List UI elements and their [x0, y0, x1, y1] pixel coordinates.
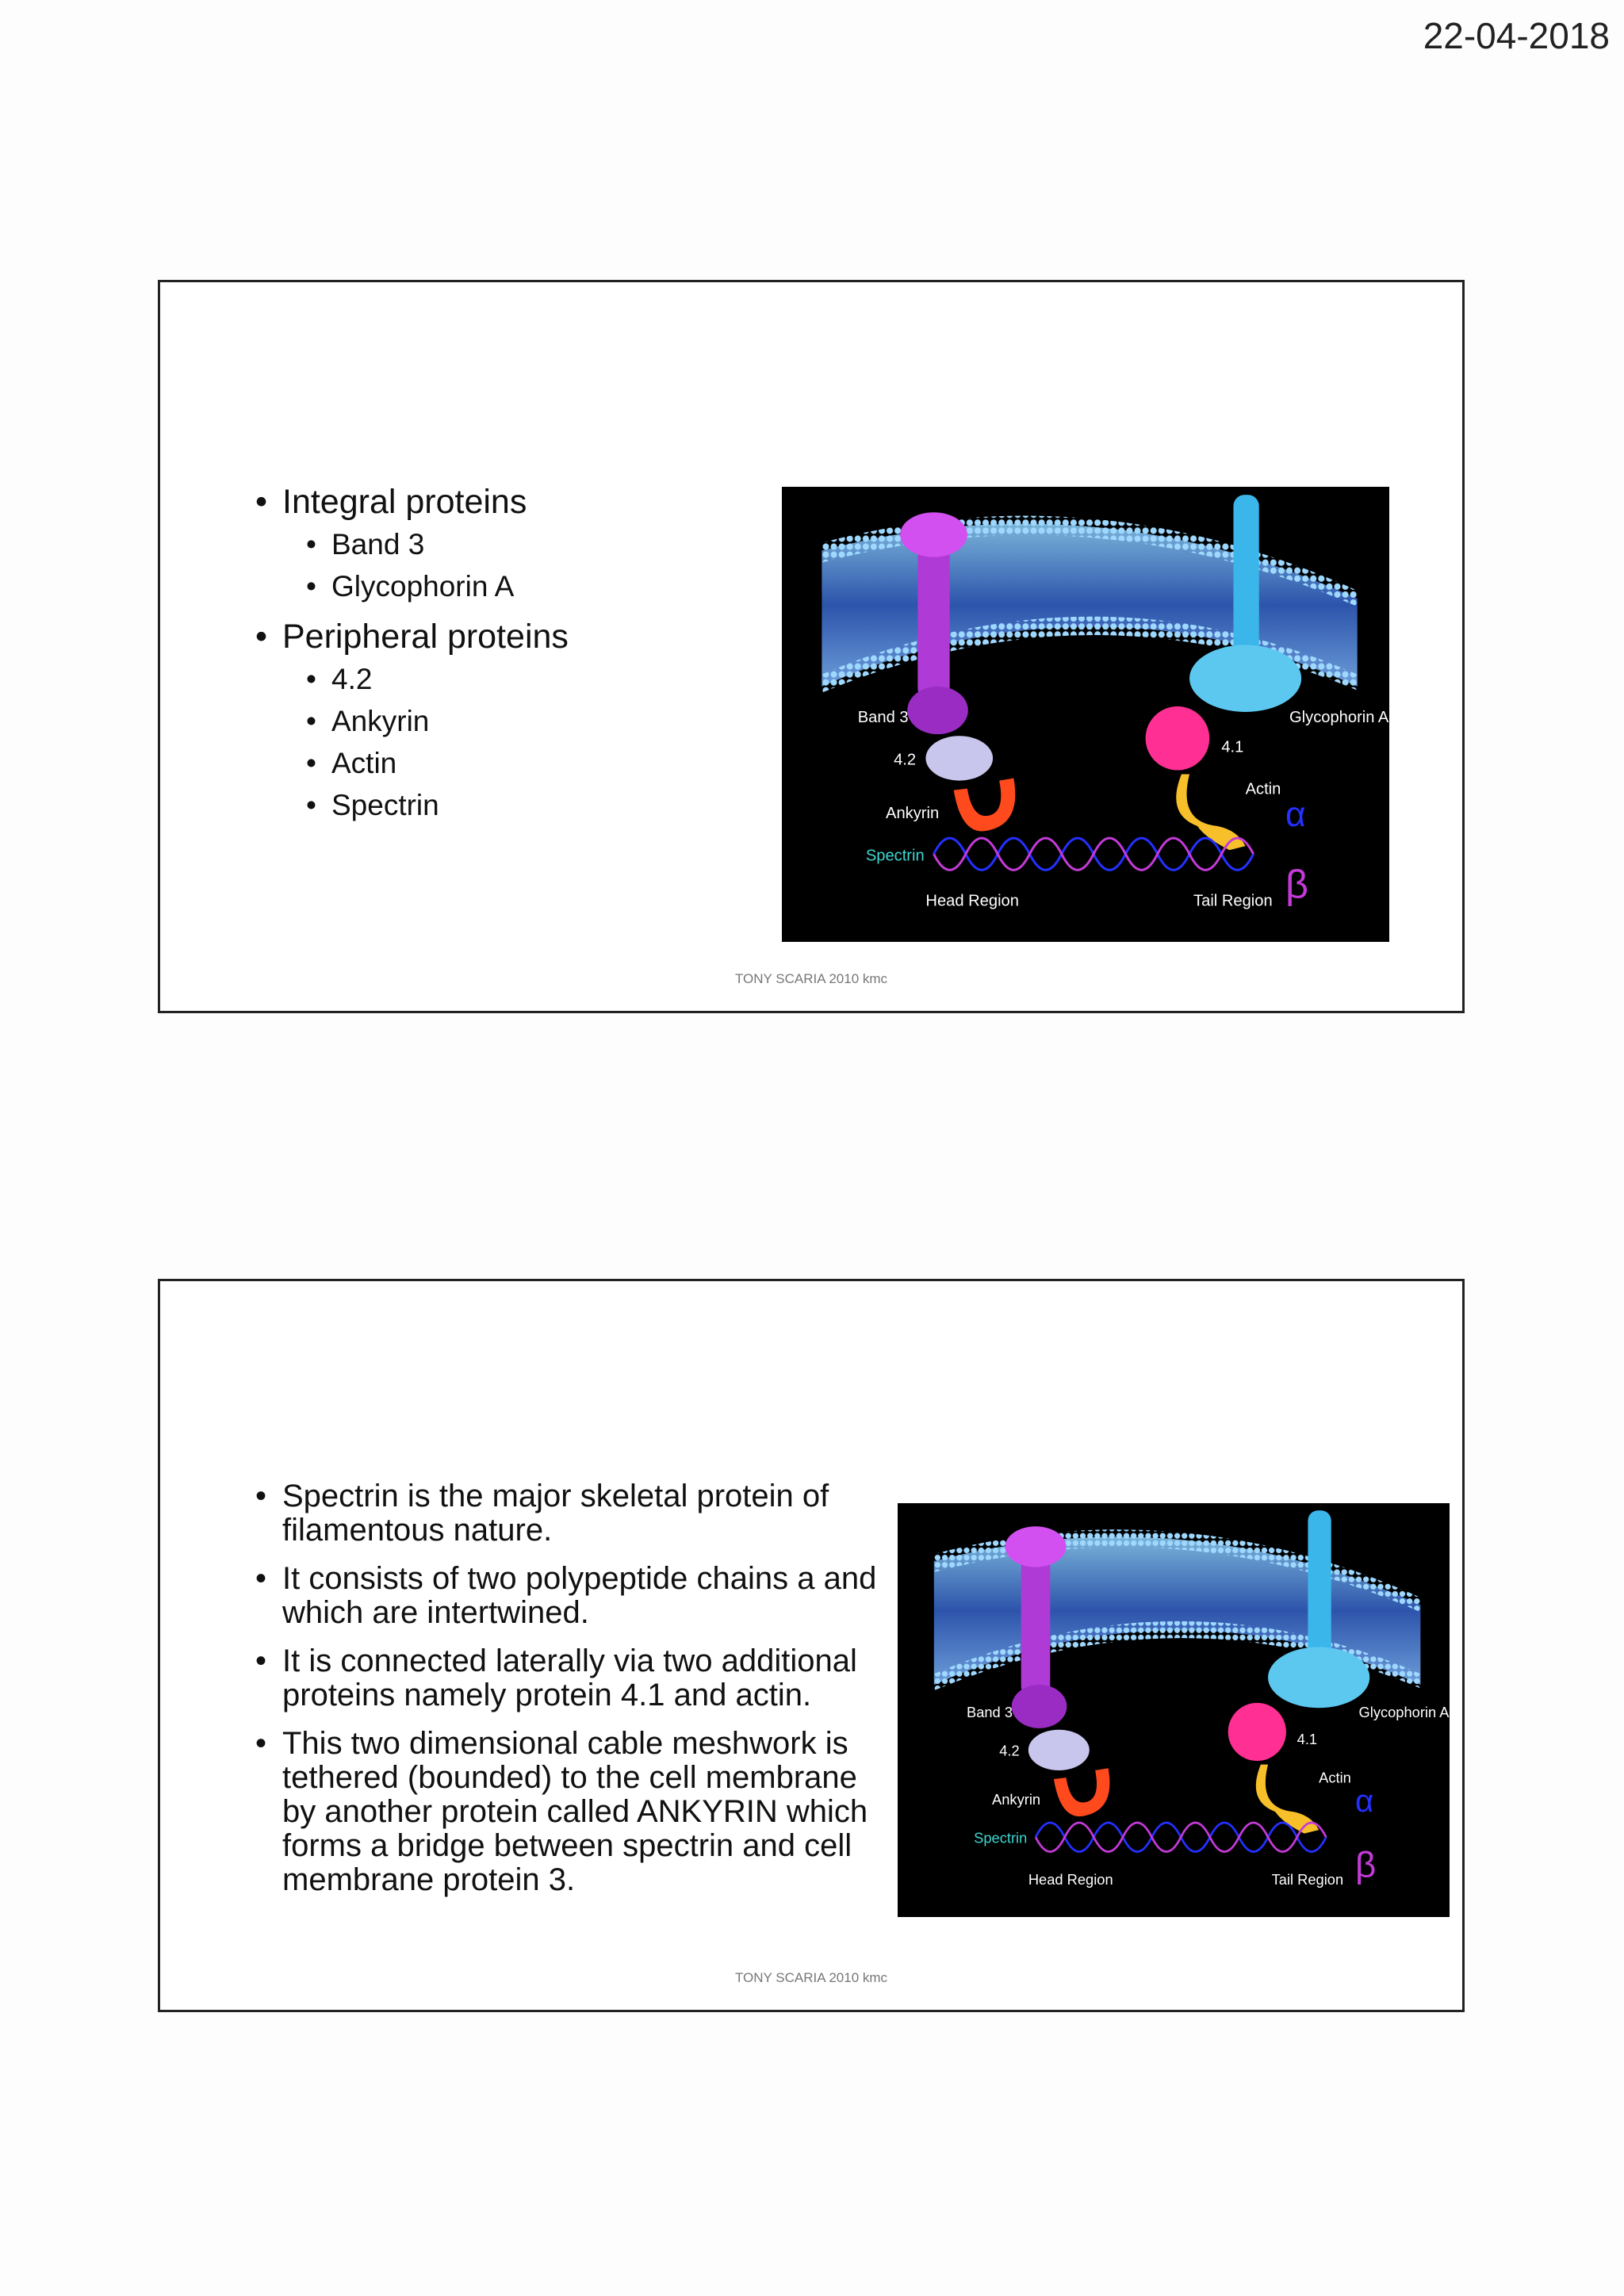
label-42: 4.2 — [999, 1742, 1020, 1759]
sub-bullet: • Band 3 — [255, 523, 826, 565]
bullet-item: • Spectrin is the major skeletal protein of filamentous nature. — [255, 1479, 890, 1548]
ankyrin-shape — [1054, 1768, 1110, 1816]
bullet-item: • It consists of two polypeptide chains a and which are intertwined. — [255, 1562, 890, 1630]
label-alpha: α — [1285, 794, 1306, 834]
protein-42-shape — [925, 736, 993, 780]
slide-footer: TONY SCARIA 2010 kmc — [734, 971, 888, 986]
spectrin-helix — [1036, 1823, 1326, 1852]
label-actin: Actin — [1245, 780, 1281, 798]
label-42: 4.2 — [894, 751, 917, 769]
label-head-region: Head Region — [1028, 1870, 1113, 1888]
label-band3: Band 3 — [967, 1704, 1013, 1721]
protein-41-shape — [1146, 706, 1210, 771]
sub-bullet: • Actin — [255, 742, 826, 784]
sub-bullet: • Spectrin — [255, 784, 826, 826]
ankyrin-shape — [954, 779, 1016, 832]
slide2-bullet-list — [255, 1479, 890, 1911]
spectrin-helix — [934, 838, 1254, 870]
label-head-region: Head Region — [925, 892, 1019, 910]
membrane-illustration — [782, 487, 1389, 942]
label-41: 4.1 — [1221, 738, 1244, 756]
label-spectrin: Spectrin — [865, 847, 925, 865]
label-actin: Actin — [1319, 1769, 1351, 1786]
bullet-peripheral-proteins: • Peripheral proteins — [255, 615, 826, 658]
sub-bullet: • 4.2 — [255, 658, 826, 700]
slide-2 — [158, 1279, 1465, 2012]
sub-bullet: • Glycophorin A — [255, 565, 826, 607]
label-glycophorin: Glycophorin A — [1289, 709, 1389, 727]
label-ankyrin: Ankyrin — [992, 1791, 1041, 1808]
label-alpha: α — [1354, 1783, 1374, 1820]
label-glycophorin: Glycophorin A — [1358, 1704, 1450, 1721]
label-beta: β — [1354, 1844, 1377, 1885]
slide1-bullet-list — [255, 473, 826, 826]
header-date: 22-04-2018 — [1423, 15, 1610, 56]
membrane-diagram — [782, 487, 1389, 942]
slide-1 — [158, 280, 1465, 1013]
bullet-integral-proteins: • Integral proteins — [255, 480, 826, 523]
protein-41-shape — [1228, 1703, 1286, 1761]
bullet-item: • This two dimensional cable meshwork is tethered (bounded) to the cell membrane by another protein called ANKYRIN which forms a bridge between spectrin and cell membrane protein 3. — [255, 1727, 890, 1897]
membrane-diagram — [898, 1503, 1450, 1917]
label-band3: Band 3 — [857, 709, 909, 727]
label-ankyrin: Ankyrin — [886, 804, 940, 822]
label-tail-region: Tail Region — [1193, 892, 1273, 910]
label-41: 4.1 — [1297, 1731, 1318, 1748]
slide-footer: TONY SCARIA 2010 kmc — [734, 1970, 888, 1985]
protein-42-shape — [1028, 1730, 1090, 1770]
label-tail-region: Tail Region — [1271, 1870, 1344, 1888]
label-beta: β — [1285, 861, 1308, 907]
label-spectrin: Spectrin — [974, 1829, 1028, 1846]
sub-bullet: • Ankyrin — [255, 700, 826, 742]
bullet-item: • It is connected laterally via two additional proteins namely protein 4.1 and actin. — [255, 1644, 890, 1712]
membrane-illustration — [898, 1503, 1450, 1917]
